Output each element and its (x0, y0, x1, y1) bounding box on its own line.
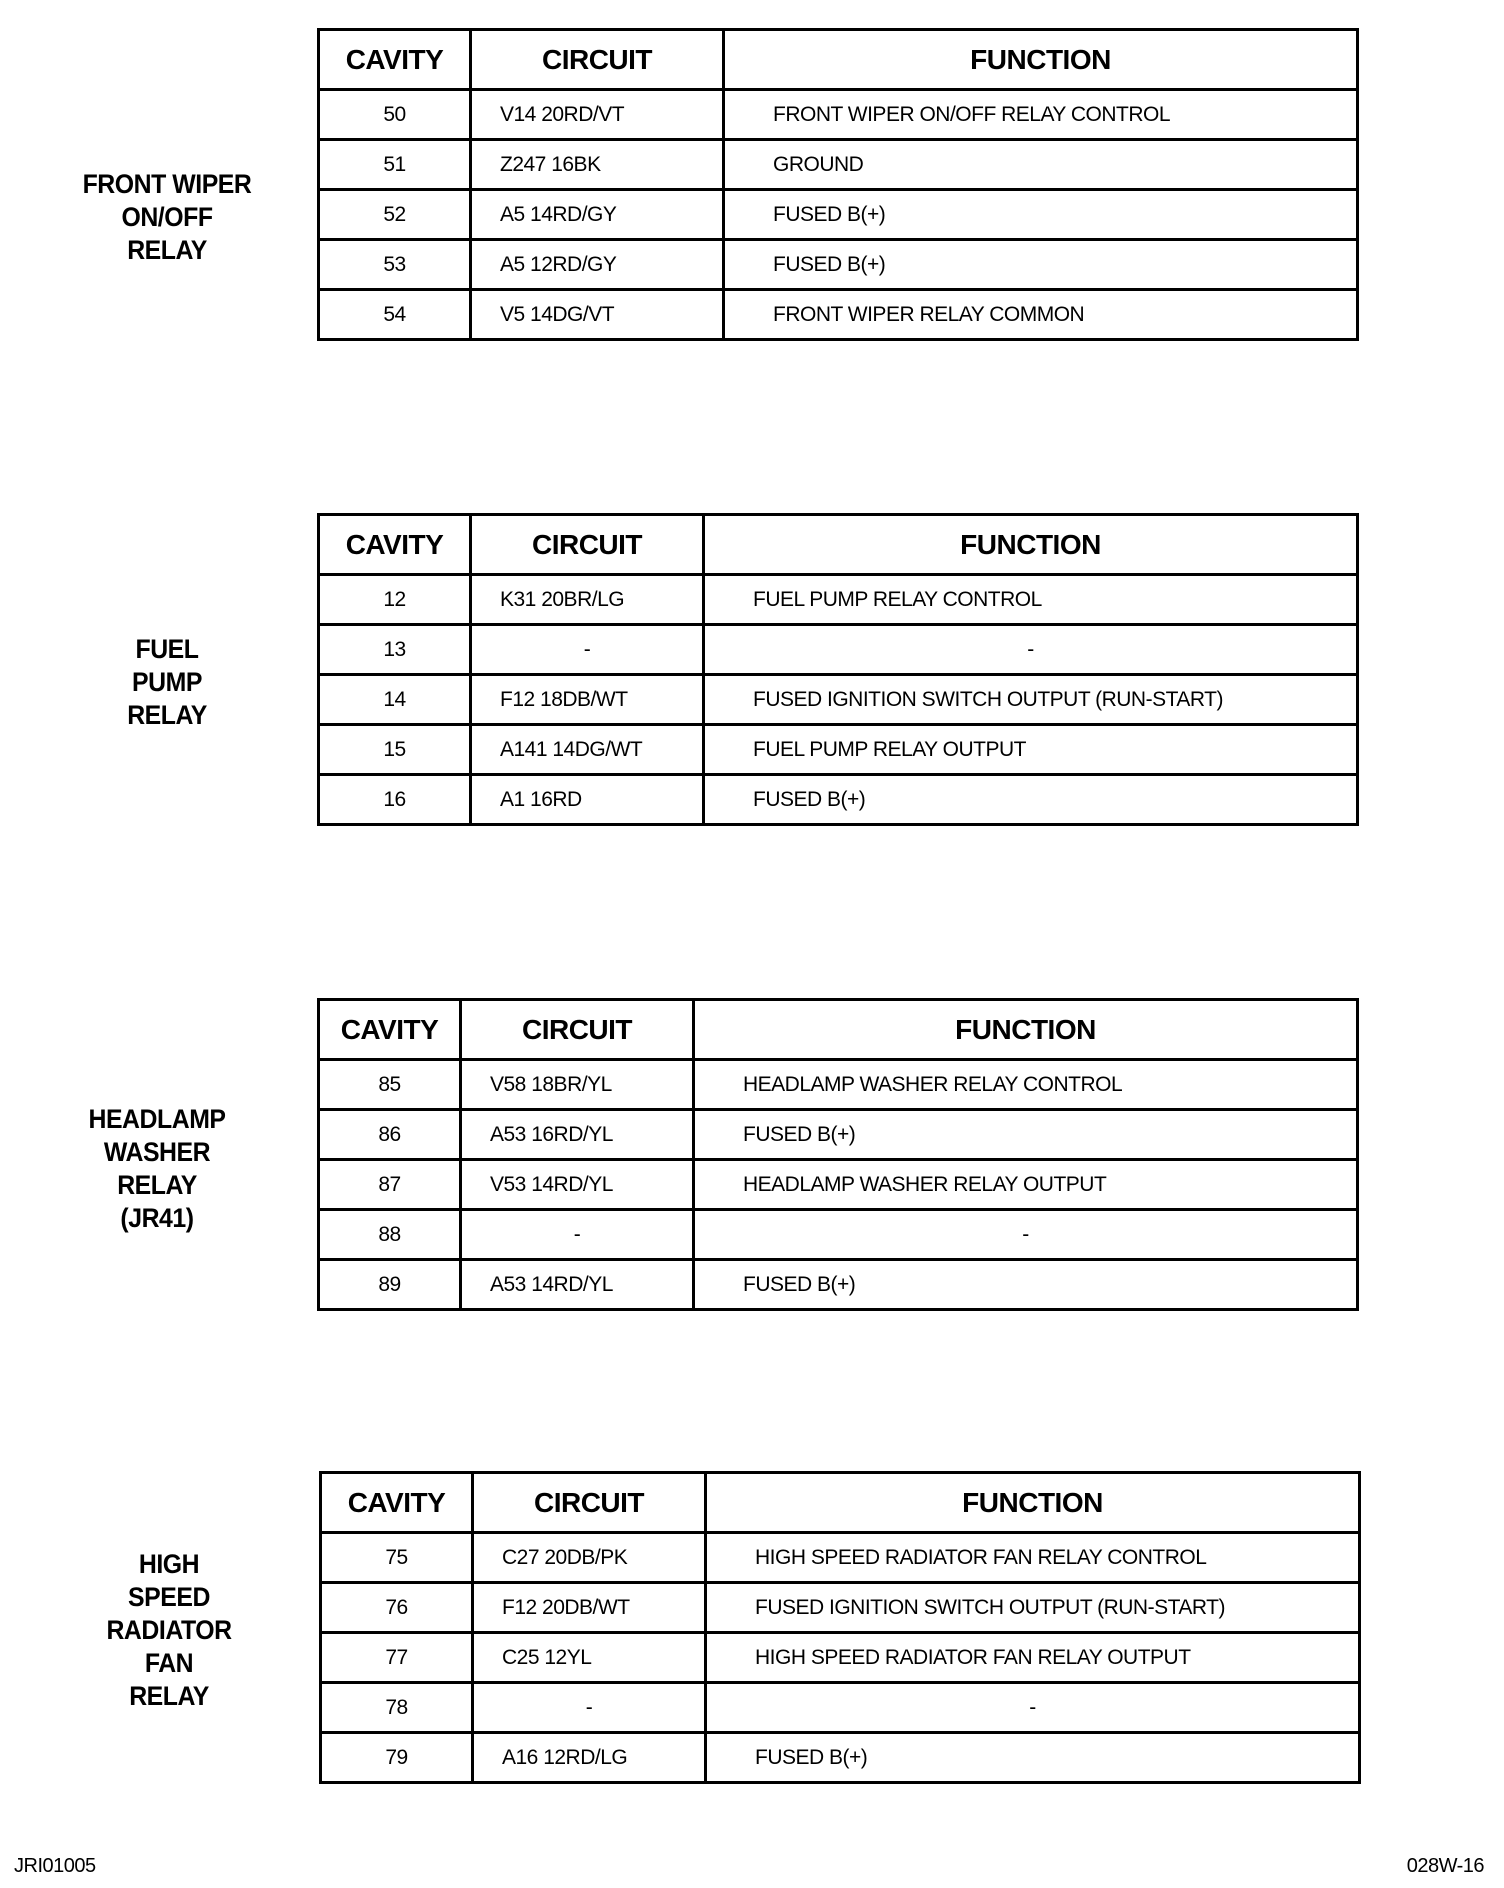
circuit-cell: A5 12RD/GY (471, 240, 724, 290)
cavity-cell: 89 (319, 1260, 461, 1310)
table-row (319, 725, 1358, 775)
figure-id-right: 028W-16 (1406, 1855, 1484, 1877)
relay-label-line: PUMP (132, 667, 202, 697)
table-row (319, 190, 1358, 240)
cavity-cell: 52 (319, 190, 471, 240)
cavity-cell: 53 (319, 240, 471, 290)
table-header-row (319, 30, 1358, 90)
table-row (319, 625, 1358, 675)
function-cell: FUSED B(+) (704, 775, 1358, 825)
circuit-cell: A53 16RD/YL (461, 1110, 694, 1160)
function-cell: FUSED B(+) (724, 240, 1358, 290)
relay-label-line: ON/OFF (121, 202, 213, 232)
circuit-cell: V14 20RD/VT (471, 90, 724, 140)
function-cell: HIGH SPEED RADIATOR FAN RELAY OUTPUT (706, 1633, 1360, 1683)
function-cell: FRONT WIPER ON/OFF RELAY CONTROL (724, 90, 1358, 140)
relay-label-line: WASHER (103, 1137, 211, 1167)
column-header-cavity: CAVITY (321, 1473, 473, 1533)
table-row (319, 1210, 1358, 1260)
cavity-cell: 54 (319, 290, 471, 340)
table-header-row (319, 515, 1358, 575)
table-row (319, 1110, 1358, 1160)
column-header-circuit: CIRCUIT (471, 30, 724, 90)
table-row (321, 1533, 1360, 1583)
column-header-cavity: CAVITY (319, 515, 471, 575)
table-row (319, 1160, 1358, 1210)
circuit-cell: F12 18DB/WT (471, 675, 704, 725)
table-row (321, 1583, 1360, 1633)
cavity-cell: 75 (321, 1533, 473, 1583)
cavity-cell: 78 (321, 1683, 473, 1733)
cavity-cell: 88 (319, 1210, 461, 1260)
column-header-function: FUNCTION (694, 1000, 1358, 1060)
cavity-cell: 15 (319, 725, 471, 775)
function-cell: - (706, 1683, 1360, 1733)
circuit-cell: - (461, 1210, 694, 1260)
circuit-cell: V58 18BR/YL (461, 1060, 694, 1110)
table-row (319, 775, 1358, 825)
function-cell: HEADLAMP WASHER RELAY CONTROL (694, 1060, 1358, 1110)
circuit-cell: A5 14RD/GY (471, 190, 724, 240)
table-header-row (319, 1000, 1358, 1060)
table-row (319, 575, 1358, 625)
table-row (319, 140, 1358, 190)
relay-label-line: RELAY (117, 1170, 197, 1200)
function-cell: FUSED B(+) (694, 1260, 1358, 1310)
pinout-table-headlamp-washer (317, 998, 1359, 1311)
column-header-function: FUNCTION (724, 30, 1358, 90)
cavity-cell: 77 (321, 1633, 473, 1683)
relay-label-fuel-pump (24, 633, 309, 732)
circuit-cell: A53 14RD/YL (461, 1260, 694, 1310)
circuit-cell: A1 16RD (471, 775, 704, 825)
relay-label-line: RELAY (127, 235, 207, 265)
cavity-cell: 76 (321, 1583, 473, 1633)
circuit-cell: K31 20BR/LG (471, 575, 704, 625)
relay-label-line: HEADLAMP (88, 1104, 226, 1134)
cavity-cell: 16 (319, 775, 471, 825)
table-row (319, 1060, 1358, 1110)
table-row (321, 1733, 1360, 1783)
cavity-cell: 50 (319, 90, 471, 140)
column-header-cavity: CAVITY (319, 30, 471, 90)
table-row (319, 240, 1358, 290)
circuit-cell: V5 14DG/VT (471, 290, 724, 340)
relay-label-line: FRONT WIPER (82, 169, 252, 199)
function-cell: FUEL PUMP RELAY CONTROL (704, 575, 1358, 625)
table-row (319, 1260, 1358, 1310)
column-header-circuit: CIRCUIT (473, 1473, 706, 1533)
circuit-cell: A141 14DG/WT (471, 725, 704, 775)
relay-label-line: RELAY (127, 700, 207, 730)
table-row (321, 1683, 1360, 1733)
pinout-table-fuel-pump (317, 513, 1359, 826)
cavity-cell: 51 (319, 140, 471, 190)
relay-label-line: FAN (144, 1648, 194, 1678)
cavity-cell: 79 (321, 1733, 473, 1783)
function-cell: FUSED IGNITION SWITCH OUTPUT (RUN-START) (704, 675, 1358, 725)
cavity-cell: 12 (319, 575, 471, 625)
function-cell: FUSED IGNITION SWITCH OUTPUT (RUN-START) (706, 1583, 1360, 1633)
relay-label-line: RADIATOR (106, 1615, 232, 1645)
cavity-cell: 87 (319, 1160, 461, 1210)
table-row (319, 675, 1358, 725)
relay-label-line: FUEL (135, 634, 199, 664)
column-header-function: FUNCTION (704, 515, 1358, 575)
column-header-cavity: CAVITY (319, 1000, 461, 1060)
circuit-cell: A16 12RD/LG (473, 1733, 706, 1783)
circuit-cell: C27 20DB/PK (473, 1533, 706, 1583)
relay-label-line: HIGH (138, 1549, 200, 1579)
function-cell: FUSED B(+) (706, 1733, 1360, 1783)
function-cell: FUSED B(+) (694, 1110, 1358, 1160)
table-row (319, 90, 1358, 140)
function-cell: HEADLAMP WASHER RELAY OUTPUT (694, 1160, 1358, 1210)
function-cell: FUEL PUMP RELAY OUTPUT (704, 725, 1358, 775)
relay-label-line: RELAY (129, 1681, 209, 1711)
function-cell: FRONT WIPER RELAY COMMON (724, 290, 1358, 340)
function-cell: - (704, 625, 1358, 675)
column-header-circuit: CIRCUIT (461, 1000, 694, 1060)
table-header-row (321, 1473, 1360, 1533)
pinout-table-high-speed-radiator-fan (319, 1471, 1361, 1784)
cavity-cell: 14 (319, 675, 471, 725)
circuit-cell: - (473, 1683, 706, 1733)
relay-label-line: (JR41) (120, 1203, 194, 1233)
cavity-cell: 85 (319, 1060, 461, 1110)
column-header-function: FUNCTION (706, 1473, 1360, 1533)
circuit-cell: Z247 16BK (471, 140, 724, 190)
column-header-circuit: CIRCUIT (471, 515, 704, 575)
circuit-cell: - (471, 625, 704, 675)
relay-label-front-wiper (24, 168, 309, 267)
function-cell: HIGH SPEED RADIATOR FAN RELAY CONTROL (706, 1533, 1360, 1583)
table-row (319, 290, 1358, 340)
function-cell: FUSED B(+) (724, 190, 1358, 240)
relay-label-headlamp-washer (14, 1103, 299, 1235)
function-cell: - (694, 1210, 1358, 1260)
circuit-cell: C25 12YL (473, 1633, 706, 1683)
cavity-cell: 13 (319, 625, 471, 675)
function-cell: GROUND (724, 140, 1358, 190)
cavity-cell: 86 (319, 1110, 461, 1160)
pinout-table-front-wiper (317, 28, 1359, 341)
relay-label-line: SPEED (128, 1582, 210, 1612)
table-row (321, 1633, 1360, 1683)
circuit-cell: V53 14RD/YL (461, 1160, 694, 1210)
relay-label-high-speed-radiator-fan (26, 1548, 311, 1713)
figure-id-left: JRI01005 (14, 1855, 96, 1877)
circuit-cell: F12 20DB/WT (473, 1583, 706, 1633)
